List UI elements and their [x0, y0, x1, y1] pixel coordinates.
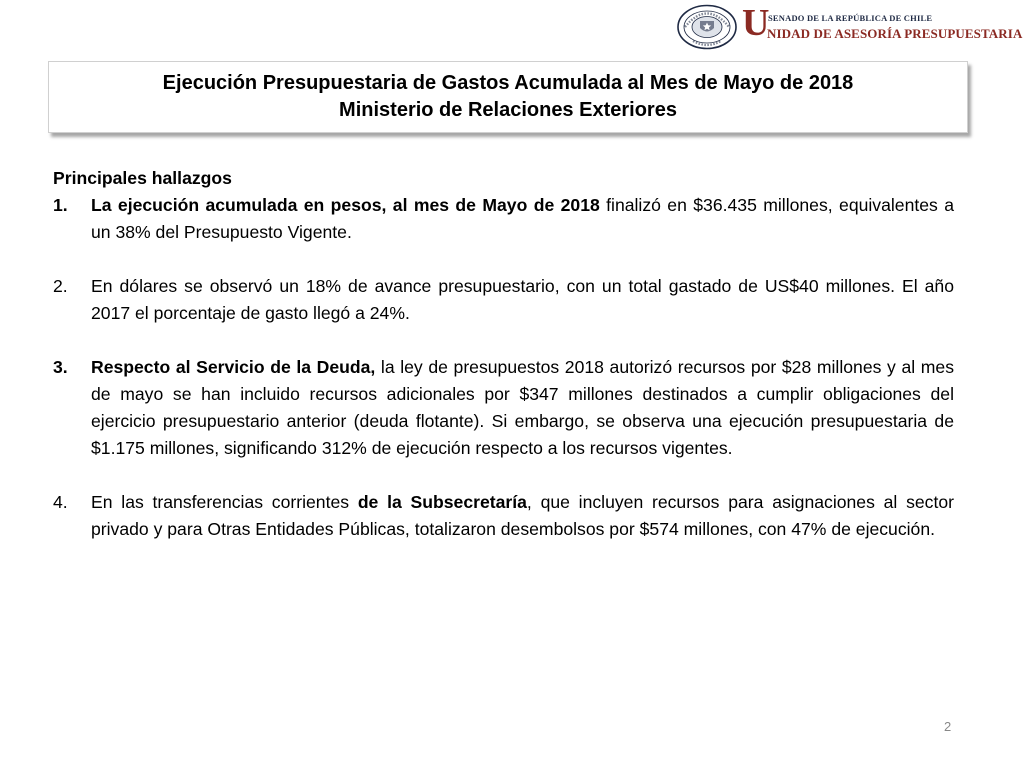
section-heading: Principales hallazgos — [53, 168, 232, 188]
findings-list — [53, 192, 954, 543]
header-logo — [676, 2, 1023, 50]
finding-number: 4. — [53, 492, 68, 512]
finding-bold-lead: Respecto al Servicio de la Deuda, — [91, 357, 376, 377]
finding-item-4 — [53, 489, 954, 543]
finding-item-3 — [53, 354, 954, 462]
finding-bold-lead: La ejecución acumulada en pesos, al mes de Mayo de 2018 — [91, 195, 600, 215]
finding-item-2 — [53, 273, 954, 327]
finding-number: 2. — [53, 276, 68, 296]
finding-text: la ley de presupuestos 2018 autorizó recursos por $28 millones y al mes de mayo se han incluido recursos adicionales por $347 millones destinados a cumplir obligaciones del ejercicio presupuestario anterior (deuda flotante). Si embargo, se observa una ejecución presupuestaria de $1.175 millones, significando 312% de ejecución respecto a los recursos vigentes. — [91, 357, 954, 458]
finding-number: 1. — [53, 195, 68, 215]
page-title: Ejecución Presupuestaria de Gastos Acumulada al Mes de Mayo de 2018 — [162, 72, 854, 94]
logo-unit-name: NIDAD DE ASESORÍA PRESUPUESTARIA — [767, 26, 1023, 41]
finding-text: finalizó en $36.435 millones, equivalentes a un 38% del Presupuesto Vigente. — [91, 195, 954, 242]
page-subtitle: Ministerio de Relaciones Exteriores — [339, 99, 677, 121]
finding-number: 3. — [53, 357, 68, 377]
page-number: 2 — [944, 719, 952, 734]
finding-text-after: , que incluyen recursos para asignaciones al sector privado y para Otras Entidades Públicas, totalizaron desembolsos por $574 millones, con 47% de ejecución. — [91, 492, 955, 539]
finding-item-1 — [53, 192, 954, 246]
finding-text-before: En las transferencias corrientes — [91, 492, 358, 512]
finding-text: En dólares se observó un 18% de avance presupuestario, con un total gastado de US$40 millones. El año 2017 el porcentaje de gasto llegó a 24%. — [91, 276, 954, 323]
logo-initial: U — [742, 2, 770, 44]
findings-section — [53, 165, 954, 543]
senate-seal-icon — [676, 4, 738, 50]
title-box — [48, 61, 968, 133]
logo-senate-caption: SENADO DE LA REPÚBLICA DE CHILE — [768, 13, 933, 23]
finding-bold-mid: de la Subsecretaría — [357, 492, 527, 512]
